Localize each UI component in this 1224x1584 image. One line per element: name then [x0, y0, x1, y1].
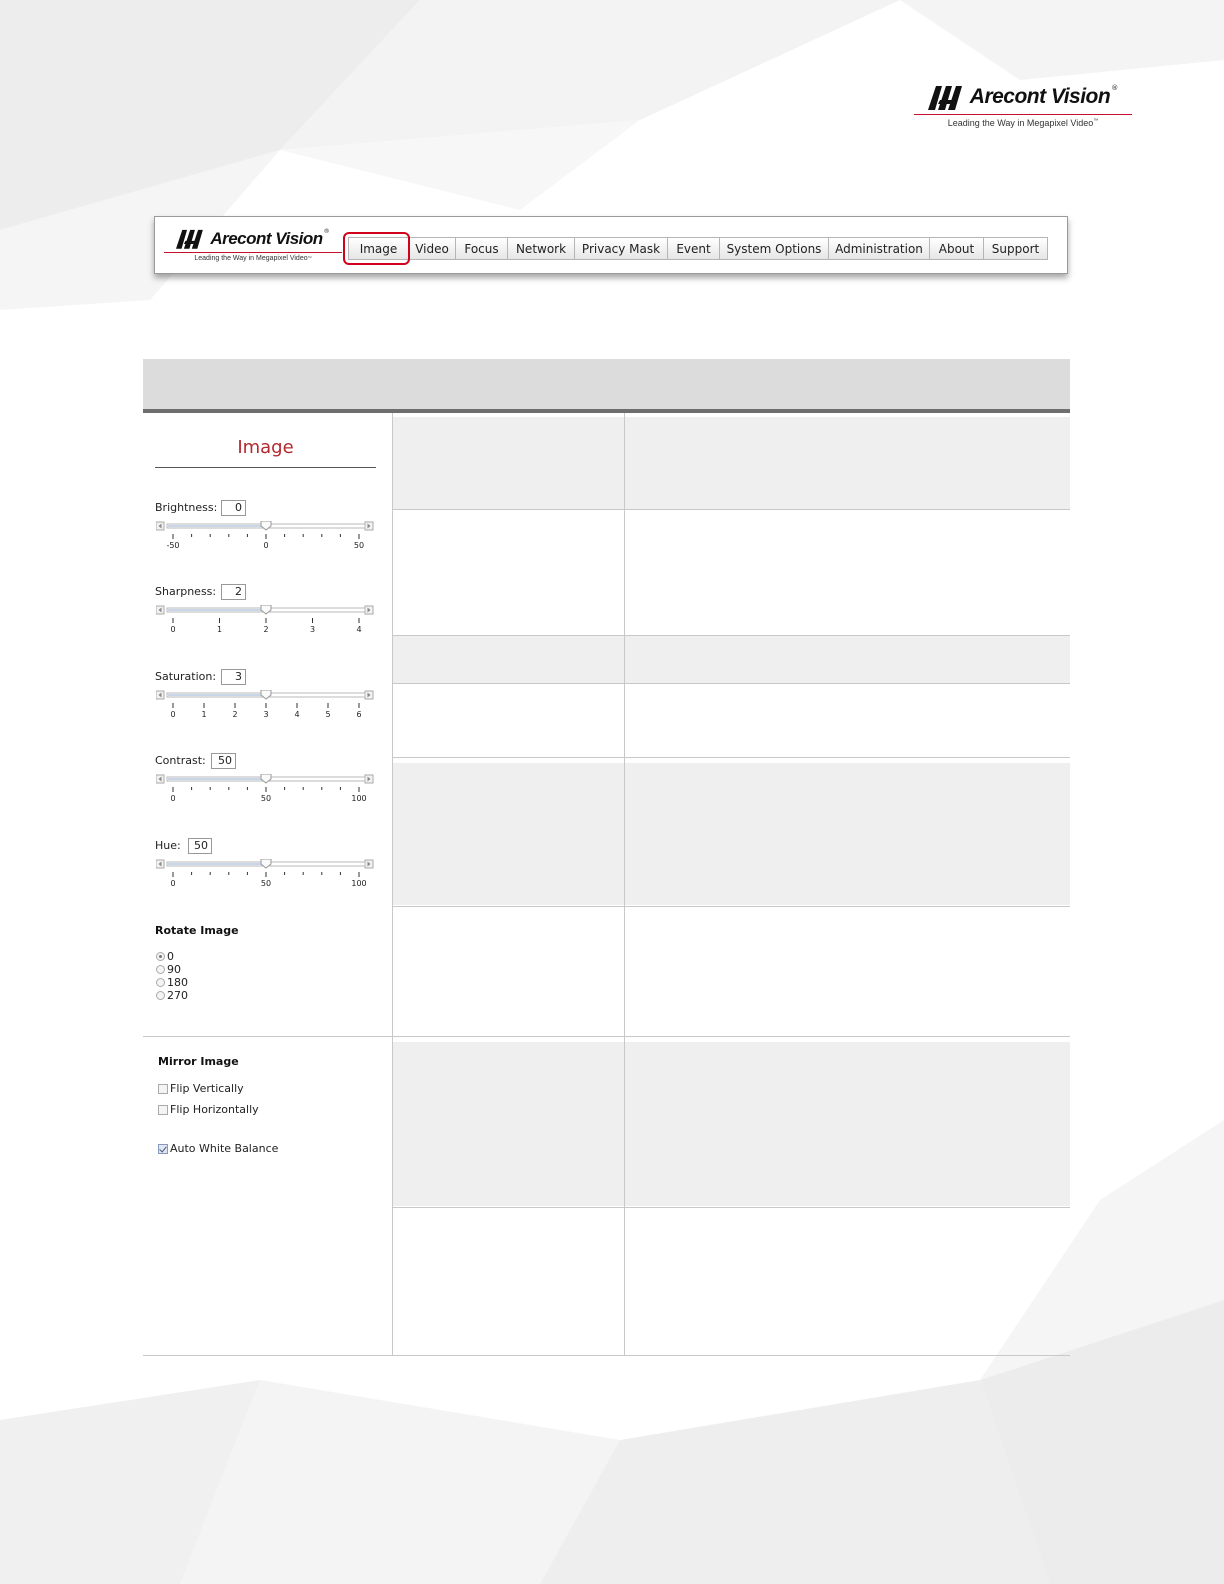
radio-button[interactable]: [156, 991, 165, 1000]
slider-tick-label: 0: [170, 710, 176, 719]
slider-tick-label: 0: [170, 879, 176, 888]
slider-tick-label: 4: [294, 710, 300, 719]
slider[interactable]: [156, 605, 374, 635]
table-divider: [393, 757, 1070, 758]
table-divider: [393, 906, 1070, 907]
slider-label: Hue:: [155, 839, 181, 852]
rotate-options: [156, 950, 188, 1002]
tab-system-options[interactable]: System Options: [720, 237, 829, 260]
mirror-image-title: Mirror Image: [158, 1055, 239, 1068]
flip-vertically-label: Flip Vertically: [170, 1082, 244, 1095]
table-divider: [393, 683, 1070, 684]
slider-fill: [168, 778, 266, 780]
tab-privacy-mask[interactable]: Privacy Mask: [575, 237, 668, 260]
slider-fill: [168, 609, 266, 611]
tab-image[interactable]: Image: [348, 237, 409, 260]
rotate-option-label: 270: [167, 989, 188, 1002]
nav-brand-name: Arecont Vision: [210, 228, 323, 248]
nav-tagline-mark: ™: [307, 255, 312, 260]
flip-horizontally-option[interactable]: [158, 1103, 259, 1116]
slider-handle[interactable]: [261, 690, 271, 699]
table-divider: [143, 1036, 1070, 1037]
tab-event[interactable]: Event: [668, 237, 720, 260]
table-cell: [393, 636, 1070, 683]
tab-support[interactable]: Support: [984, 237, 1048, 260]
radio-button[interactable]: [156, 965, 165, 974]
panel-title: Image: [237, 437, 294, 458]
slider-tick-label: 2: [263, 625, 269, 634]
nav-brand-tagline: Leading the Way in Megapixel Video: [194, 255, 308, 262]
slider-fill: [168, 525, 266, 527]
rotate-option-0[interactable]: [156, 950, 188, 963]
table-header-rule: [143, 409, 1070, 413]
rotate-option-label: 0: [167, 950, 174, 963]
slider-tick-label: 0: [263, 541, 269, 550]
slider[interactable]: [156, 690, 374, 720]
slider-handle[interactable]: [261, 521, 271, 530]
slider-tick-label: 0: [170, 794, 176, 803]
slider[interactable]: [156, 774, 374, 804]
slider-tick-label: 50: [260, 794, 272, 803]
brand-tagline: Leading the Way in Megapixel Video: [947, 118, 1094, 128]
slider-tick-label: 100: [351, 794, 367, 803]
slider-tick-label: 4: [356, 625, 362, 634]
slider-value-field[interactable]: 0: [221, 500, 246, 516]
rotate-option-label: 90: [167, 963, 181, 976]
slider-value-field[interactable]: 2: [221, 584, 246, 600]
slider-tick-label: 3: [309, 625, 316, 634]
slider-value-field[interactable]: 50: [211, 753, 236, 769]
table-cell: [393, 417, 1070, 509]
tagline-mark: ™: [1093, 118, 1099, 124]
slider-tick-label: 2: [232, 710, 238, 719]
nav-registered-mark: ®: [323, 228, 330, 235]
radio-button[interactable]: [156, 952, 165, 961]
table-divider: [624, 413, 625, 1355]
panel-title-rule: [155, 467, 376, 468]
table-divider: [392, 413, 393, 1355]
table-divider: [393, 635, 1070, 636]
slider-label: Saturation:: [155, 670, 217, 683]
rotate-option-180[interactable]: [156, 976, 188, 989]
table-divider: [393, 509, 1070, 510]
rotate-option-label: 180: [167, 976, 188, 989]
auto-white-balance-option[interactable]: [158, 1142, 278, 1155]
slider-tick-label: 50: [353, 541, 365, 550]
rotate-option-270[interactable]: [156, 989, 188, 1002]
flip-horizontally-label: Flip Horizontally: [170, 1103, 259, 1116]
table-cell: [393, 763, 1070, 905]
slider-tick-label: 50: [260, 879, 272, 888]
auto-white-balance-checkbox[interactable]: [158, 1144, 168, 1154]
auto-white-balance-label: Auto White Balance: [170, 1142, 279, 1155]
flip-horizontally-checkbox[interactable]: [158, 1105, 168, 1115]
brand-logo: [914, 84, 1132, 128]
arecont-logo-icon: [176, 228, 206, 249]
slider[interactable]: [156, 859, 374, 889]
slider-fill: [168, 694, 266, 696]
slider-tick-label: -50: [166, 541, 180, 550]
slider-tick-label: 0: [170, 625, 176, 634]
table-header: [143, 359, 1070, 410]
slider-tick-label: 5: [325, 710, 331, 719]
nav-brand-rule: [164, 252, 342, 253]
tab-about[interactable]: About: [930, 237, 984, 260]
table-divider: [393, 1207, 1070, 1208]
slider-tick-label: 1: [216, 625, 223, 634]
registered-mark: ®: [1111, 84, 1119, 92]
slider-tick-label: 3: [263, 710, 269, 719]
slider-handle[interactable]: [261, 605, 271, 614]
flip-vertically-checkbox[interactable]: [158, 1084, 168, 1094]
slider-tick-label: 6: [356, 710, 362, 719]
rotate-image-title: Rotate Image: [155, 924, 239, 937]
nav-brand-logo: [164, 228, 342, 262]
tab-network[interactable]: Network: [508, 237, 575, 260]
slider-handle[interactable]: [261, 774, 271, 783]
table-divider: [143, 1355, 1070, 1356]
slider-fill: [168, 863, 266, 865]
slider-value-field[interactable]: 50: [188, 838, 212, 854]
arecont-logo-icon: [928, 84, 966, 110]
slider-tick-label: 1: [201, 710, 207, 719]
slider-tick-label: 100: [351, 879, 367, 888]
flip-vertically-option[interactable]: [158, 1082, 244, 1095]
slider-label: Brightness:: [155, 501, 218, 514]
nav-tabs: [348, 237, 1048, 260]
tab-focus[interactable]: Focus: [456, 237, 508, 260]
tab-administration[interactable]: Administration: [829, 237, 930, 260]
tab-video[interactable]: Video: [409, 237, 456, 260]
slider-value-field[interactable]: 3: [221, 669, 246, 685]
image-tab-highlight: [343, 232, 410, 265]
brand-name: Arecont Vision: [969, 85, 1111, 108]
radio-button[interactable]: [156, 978, 165, 987]
brand-rule: [914, 114, 1132, 115]
rotate-option-90[interactable]: [156, 963, 188, 976]
slider-label: Sharpness:: [155, 585, 217, 598]
table-cell: [393, 1042, 1070, 1206]
slider[interactable]: [156, 521, 374, 551]
slider-handle[interactable]: [261, 859, 271, 868]
slider-label: Contrast:: [155, 754, 206, 767]
